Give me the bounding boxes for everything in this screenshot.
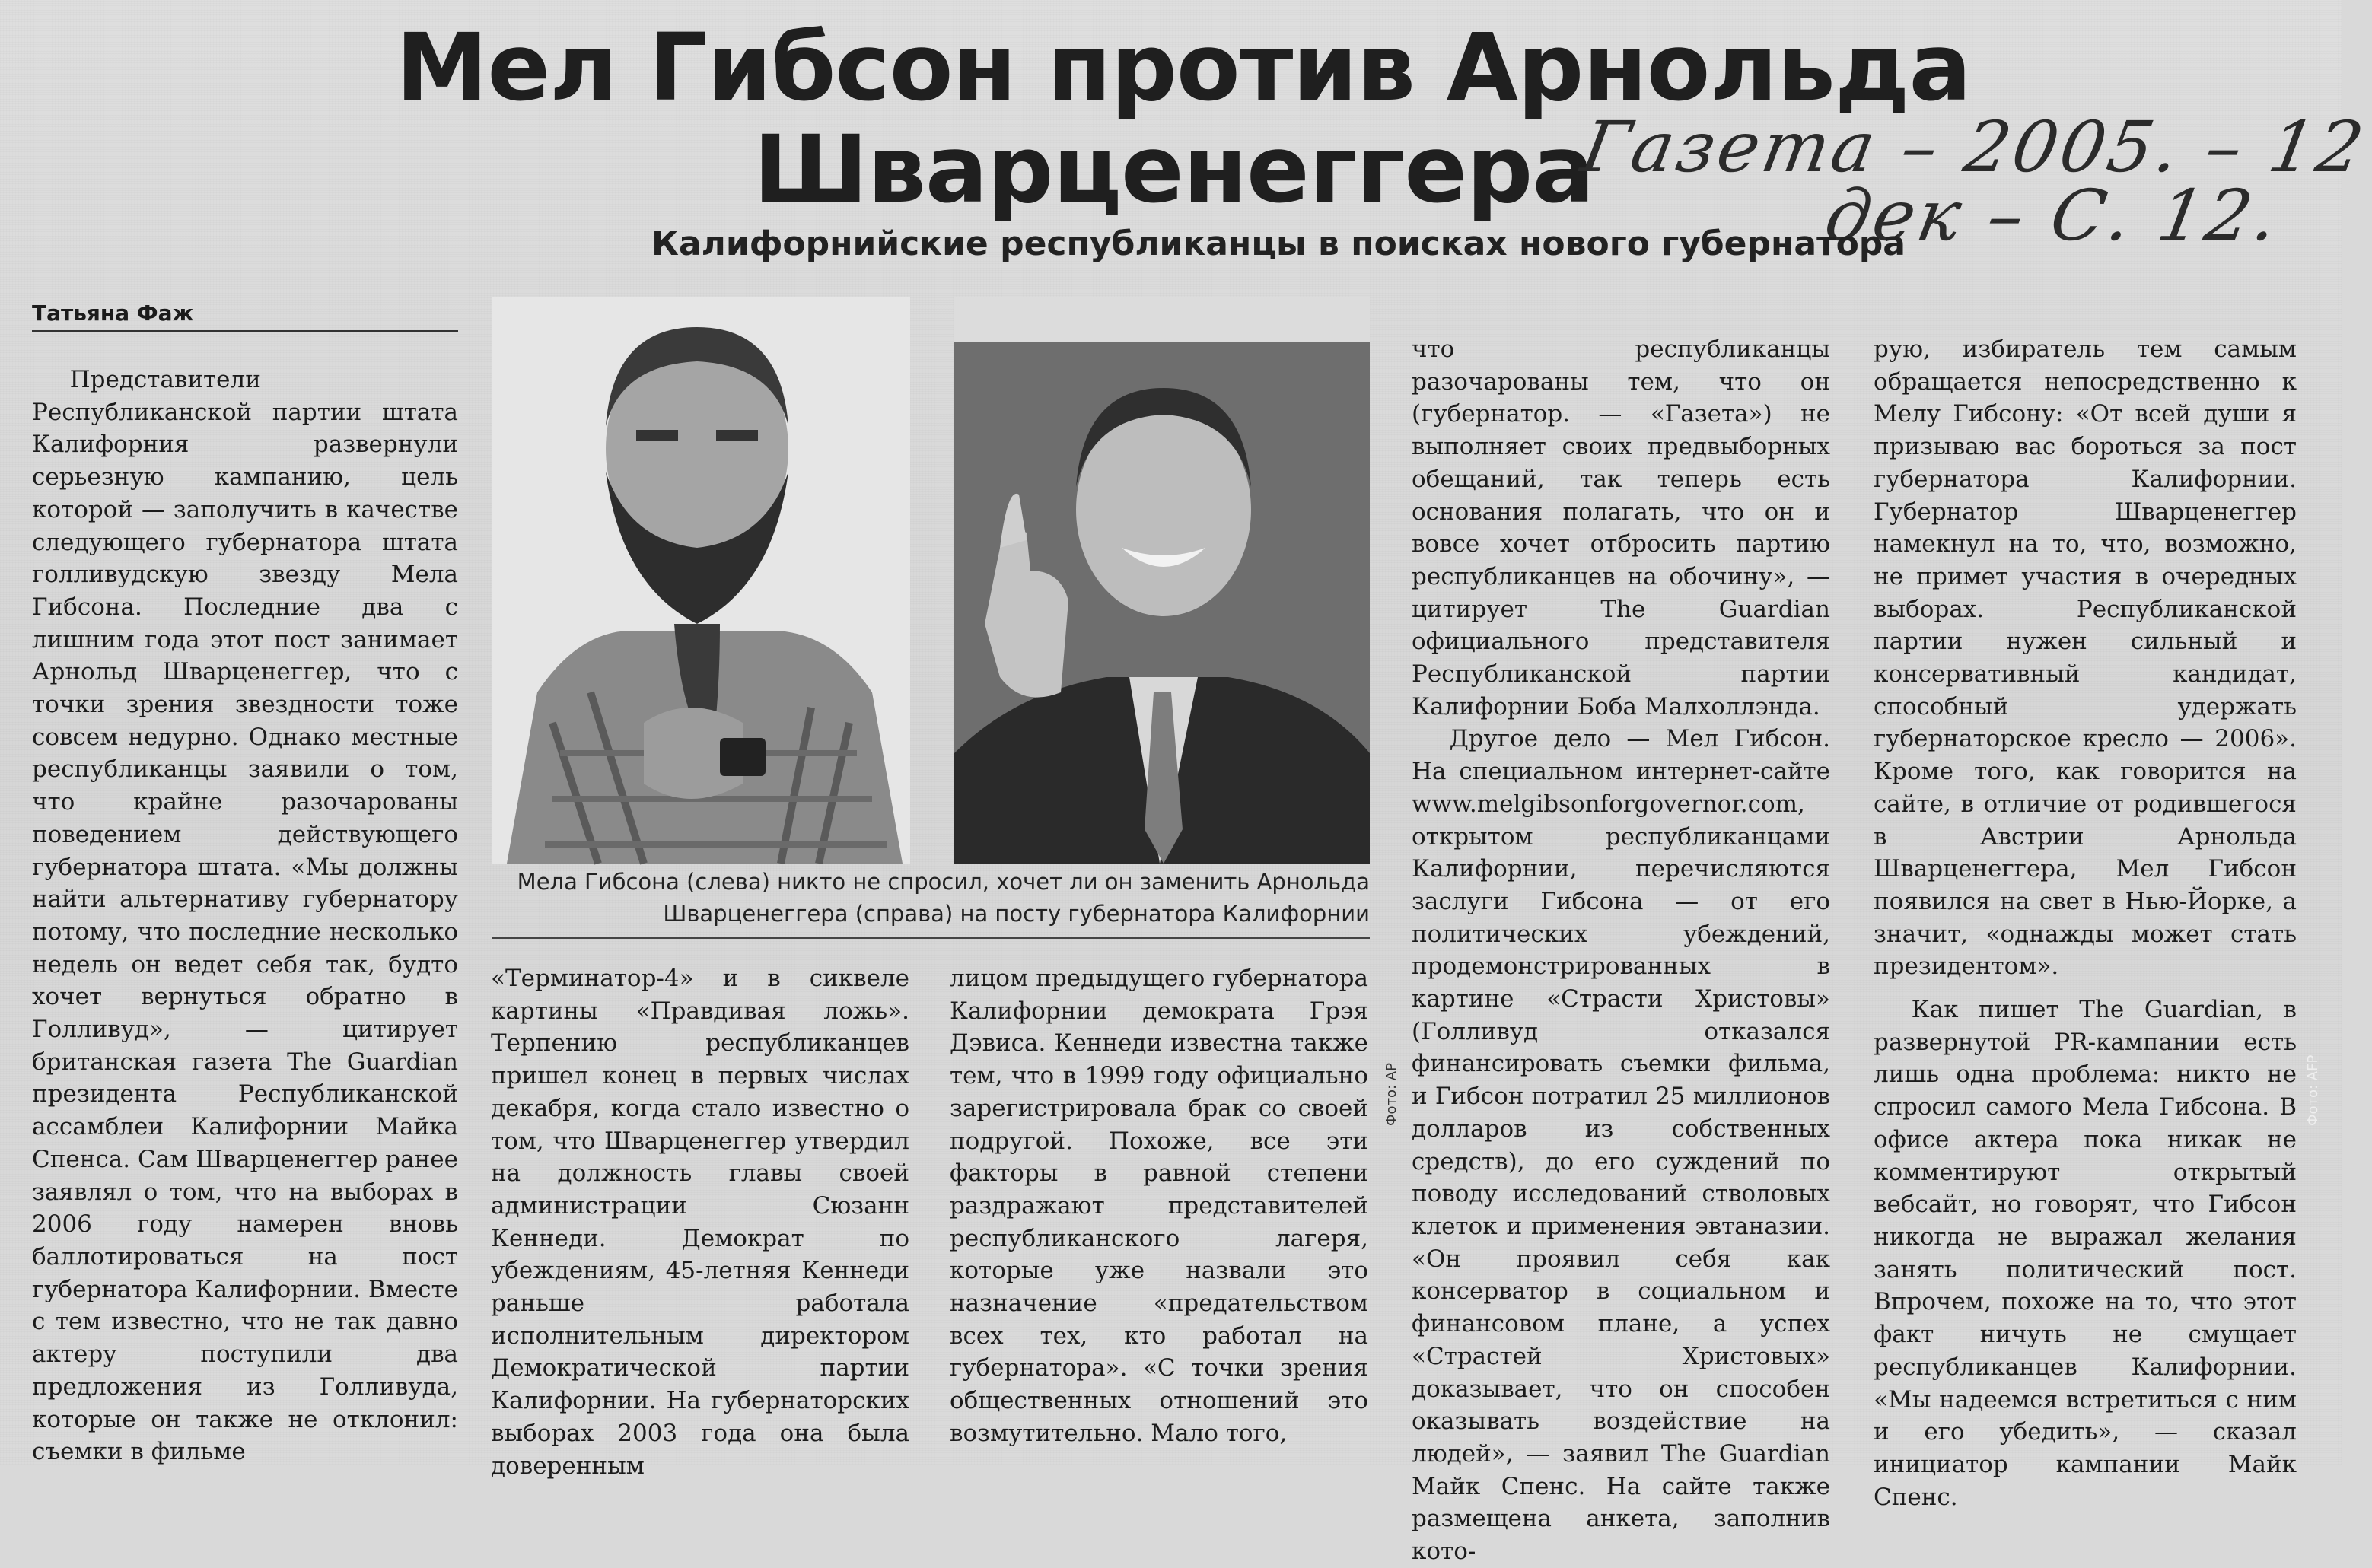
handwritten-citation-line-1: Газета – 2005. – 12 bbox=[1575, 107, 2372, 188]
adjacent-article-left bbox=[6, 0, 387, 289]
article-column-3 bbox=[491, 962, 909, 1482]
paragraph: рую, избиратель тем самым обращается непосредственно к Мелу Гибсону: «От всей души я призываю вас бороться за пост губернатора Калифорнии. Губернатор Шварценеггер намекнул на то, что, возможно, не примет участия в очередных выборах. Республиканской партии нужен сильный и консервативный кандидат, способный удержать губернаторское кресло — 2006». Кроме того, как говорится на сайте, в отличие от родившегося в Австрии Арнольда Шварценеггера, Мел Гибсон появился на свет в Нью-Йорке, а значит, «однажды может стать президентом». bbox=[1874, 336, 2297, 981]
photo-credit-left: Фото: AP bbox=[1383, 1063, 1399, 1126]
paragraph: Представители Республиканской партии штата Калифорния развернули серьезную кампанию, цель которой — заполучить в качестве следующего губернатора штата голливудскую звезду Мела Гибсона. Последние два с лишним года этот пост занимает Арнольд Шварценеггер, что с точки зрения звездности тоже совсем недурно. Однако местные республиканцы заявили о том, что крайне разочарованы поведением действующего губернатора штата. «Мы должны найти альтернативу губернатору потому, что последние несколько недель он ведет себя так, будто хочет вернуться обратно в Голливуд», — цитирует британская газета The Guardian президента Республиканской ассамблеи Калифорнии Майка Спенса. Сам Шварценеггер ранее заявлял о том, что на выборах в 2006 году намерен вновь баллотироваться на пост губернатора Калифорнии. Вместе с тем известно, что не так давно актеру поступили два предложения из Голливуда, которые он также не отклонил: съемки в фильме bbox=[32, 366, 458, 1466]
handwritten-citation-line-2: дек – С. 12. bbox=[1819, 175, 2287, 256]
byline: Татьяна Фаж bbox=[32, 301, 458, 332]
headline-line-2: Шварценеггера bbox=[753, 116, 1594, 224]
headline-line-1: Мел Гибсон против Арнольда bbox=[396, 14, 1971, 122]
article-column-4 bbox=[950, 962, 1368, 1450]
photo-caption bbox=[492, 866, 1370, 930]
paragraph: Другое дело — Мел Гибсон. На специальном интернет-сайте www.melgibsonforgovernor.com, открытом республиканцами Калифорнии, перечисляются заслуги Гибсона — от его политических убеждений, продемонстрированных в картине «Страсти Христовы» (Голливуд отказался финансировать съемки фильма, и Гибсон потратил 25 миллионов долларов из собственных средств), до его суждений по поводу исследований стволовых клеток и применения эвтаназии. «Он проявил себя как консерватор в социальном и финансовом плане, а успех «Страстей Христовых» доказывает, что он способен оказывать воздействие на людей», — заявил The Guardian Майк Спенс. На сайте также размещена анкета, заполнив кото- bbox=[1412, 725, 1830, 1566]
paragraph: лицом предыдущего губернатора Калифорнии демократа Грэя Дэвиса. Кеннеди известна также тем, что в 1999 году официально зарегистрировала брак со своей подругой. Похоже, все эти факторы в равной степени раздражают представителей республиканского лагеря, которые уже назвали это назначение «предательством всех тех, кто работал на губернатора». «С точки зрения общественных отношений это возмутительно. Мало того, bbox=[950, 965, 1368, 1447]
portrait-gibson-illustration bbox=[492, 297, 910, 864]
article-column-1 bbox=[32, 364, 458, 1468]
photo-caption-line-1: Мела Гибсона (слева) никто не спросил, хочет ли он заменить Арнольда bbox=[517, 869, 1370, 895]
paragraph: «Терминатор-4» и в сиквеле картины «Правдивая ложь». Терпению республиканцев пришел конец в первых числах декабря, когда стало известно о том, что Шварценеггер утвердил на должность главы своей администрации Сюзанн Кеннеди. Демократ по убеждениям, 45-летняя Кеннеди раньше работала исполнительным директором Демократической партии Калифорнии. На губернаторских выборах 2003 года она была доверенным bbox=[491, 965, 909, 1480]
paragraph: что республиканцы разочарованы тем, что он (губернатор. — «Газета») не выполняет своих предвыборных обещаний, так теперь есть основания полагать, что он и вовсе хочет отбросить партию республиканцев на обочину», — цитирует The Guardian официального представителя Республиканской партии Калифорнии Боба Малхоллэнда. bbox=[1412, 336, 1830, 720]
photo-credit-right: Фото: AFP bbox=[2305, 1054, 2321, 1126]
article-column-5 bbox=[1412, 333, 1830, 1568]
caption-divider bbox=[492, 937, 1370, 939]
paragraph: Как пишет The Guardian, в развернутой PR-кампании есть лишь одна проблема: никто не спросил самого Мела Гибсона. В офисе актера пока никак не комментируют открытый вебсайт, но говорят, что Гибсон никогда не выражал желания занять политический пост. Впрочем, похоже на то, что этот факт ничуть не смущает республиканцев Калифорнии. «Мы надеемся встретиться с ним и его убедить», — сказал инициатор кампании Майк Спенс. bbox=[1874, 996, 2297, 1511]
article-column-6 bbox=[1874, 333, 2297, 1513]
subheadline: Калифорнийские республиканцы в поисках нового губернатора bbox=[651, 224, 1906, 263]
photo-caption-line-2: Шварценеггера (справа) на посту губернатора Калифорнии bbox=[663, 901, 1370, 927]
portrait-schwarzenegger-illustration bbox=[954, 297, 1370, 864]
